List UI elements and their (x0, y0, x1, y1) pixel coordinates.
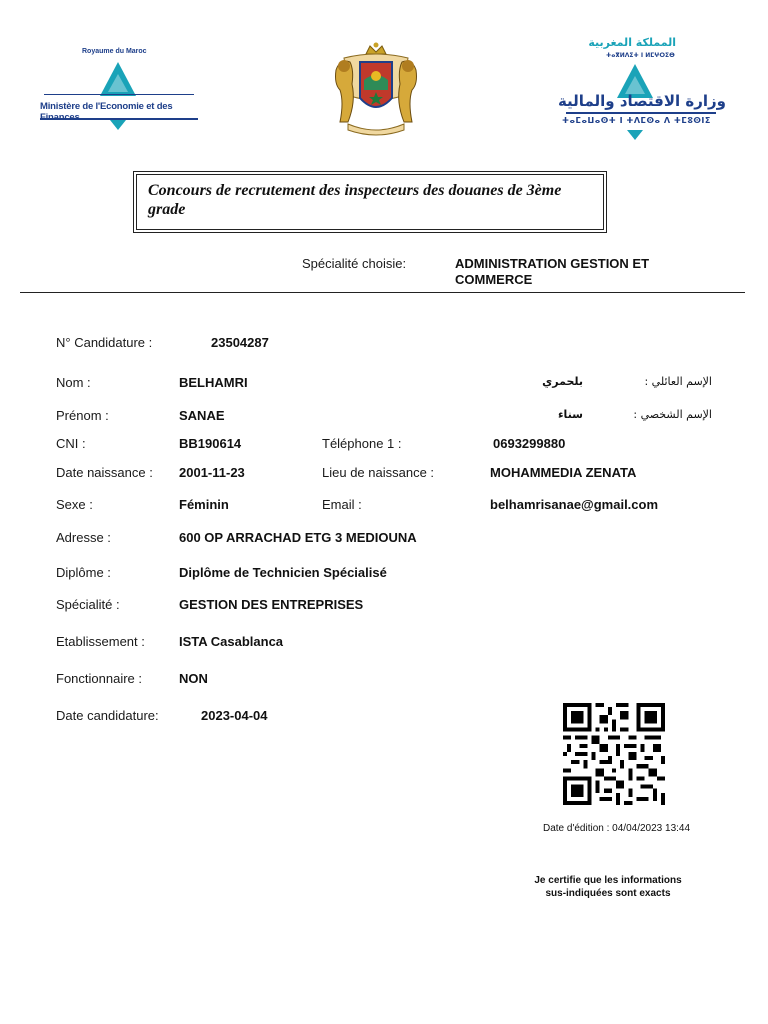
kingdom-label-ar: المملكة المغربية (588, 36, 676, 49)
title-box (133, 171, 607, 233)
specialite-label: Spécialité : (56, 597, 120, 612)
date-naissance-label: Date naissance : (56, 465, 153, 480)
date-candidature-value: 2023-04-04 (201, 708, 268, 723)
date-naissance-value: 2001-11-23 (179, 465, 245, 480)
email-label: Email : (322, 497, 362, 512)
cni-value: BB190614 (179, 436, 242, 451)
speciality-value: ADMINISTRATION GESTION ET COMMERCE (455, 256, 650, 287)
certification-line-1: Je certifie que les informations (534, 875, 682, 886)
header-divider (20, 292, 745, 293)
candidature-number-value: 23504287 (211, 335, 269, 350)
etablissement-value: ISTA Casablanca (179, 634, 284, 649)
prenom-label: Prénom : (56, 408, 109, 423)
prenom-ar-value: سناء (557, 408, 583, 421)
prenom-ar-label: الإسم الشخصي : (633, 408, 712, 421)
cni-label: CNI : (56, 436, 86, 451)
date-candidature-label: Date candidature: (56, 708, 159, 723)
adresse-value: 600 OP ARRACHAD ETG 3 MEDIOUNA (179, 530, 417, 545)
right-logo-line (566, 112, 716, 114)
candidature-number-label: N° Candidature : (56, 335, 153, 350)
nom-ar-label: الإسم العائلي : (644, 375, 712, 388)
kingdom-label: Royaume du Maroc (82, 48, 147, 55)
diplome-value: Diplôme de Technicien Spécialisé (179, 565, 387, 580)
sexe-label: Sexe : (56, 497, 93, 512)
nom-ar-value: بلحمري (542, 375, 583, 388)
sexe-value: Féminin (179, 497, 229, 512)
ministry-logo-right (556, 36, 726, 140)
prenom-value: SANAE (179, 408, 225, 423)
nom-label: Nom : (56, 375, 91, 390)
qr-code-icon (563, 703, 665, 805)
ministry-label-ar: وزارة الاقتصاد والمالية (557, 92, 726, 110)
diplome-label: Diplôme : (56, 565, 111, 580)
nom-value: BELHAMRI (179, 375, 248, 390)
fonctionnaire-label: Fonctionnaire : (56, 671, 142, 686)
lieu-naissance-value: MOHAMMEDIA ZENATA (490, 465, 637, 480)
ministry-bottom-line (40, 118, 198, 120)
ministry-label: Ministère de l'Economie et des (40, 101, 173, 112)
ministry-top-line (44, 94, 194, 95)
fonctionnaire-value: NON (179, 671, 208, 686)
kingdom-label-tifinagh: ⵜⴰⴳⵍⴷⵉⵜ ⵏ ⵍⵎⵖⵔⵉⴱ (606, 52, 675, 59)
ministry-logo-left (38, 48, 200, 132)
speciality-label: Spécialité choisie: (302, 256, 407, 271)
edition-date: Date d'édition : 04/04/2023 13:44 (543, 823, 691, 834)
telephone-value: 0693299880 (493, 436, 566, 451)
specialite-value: GESTION DES ENTREPRISES (179, 597, 364, 612)
ministry-label-tifinagh: ⵜⴰⵎⴰⵡⴰⵙⵜ ⵏ ⵜⴷⵎⵙⴰ ⴷ ⵜⵎⵓⵙⵏⵉ (562, 116, 711, 125)
certification-line-2: sus-indiquées sont exacts (545, 888, 671, 899)
etablissement-label: Etablissement : (56, 634, 145, 649)
coat-of-arms-icon (330, 40, 422, 140)
lieu-naissance-label: Lieu de naissance : (322, 465, 435, 480)
telephone-label: Téléphone 1 : (322, 436, 402, 451)
document-title: Concours de recrutement des inspecteurs des douanes de 3ème grade (148, 182, 562, 218)
certification-statement (518, 874, 698, 900)
adresse-label: Adresse : (56, 530, 111, 545)
email-value: belhamrisanae@gmail.com (490, 497, 659, 512)
